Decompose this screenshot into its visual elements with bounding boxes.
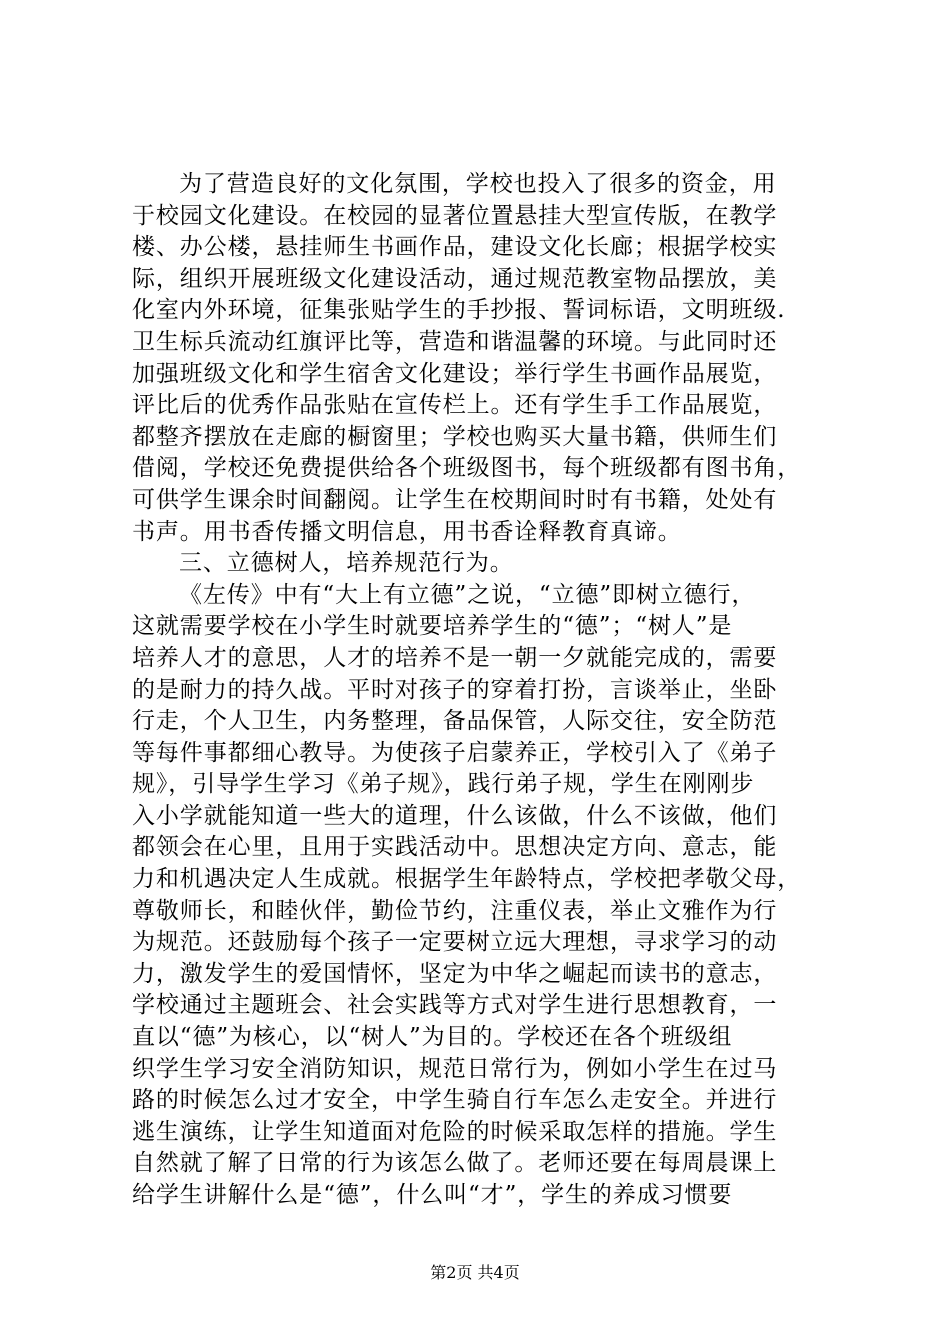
paragraph-line: 力，激发学生的爱国情怀，坚定为中华之崛起而读书的意志， bbox=[132, 960, 778, 987]
paragraph-line: 的是耐力的持久战。平时对孩子的穿着打扮，言谈举止，坐卧 bbox=[132, 676, 778, 703]
paragraph-line: 尊敬师长，和睦伙伴，勤俭节约，注重仪表，举止文雅作为行 bbox=[132, 897, 778, 924]
page-footer: 第2页 共4页 bbox=[430, 1263, 520, 1282]
paragraph-line: 评比后的优秀作品张贴在宣传栏上。还有学生手工作品展览， bbox=[132, 392, 778, 419]
paragraph-line: 为了营造良好的文化氛围，学校也投入了很多的资金，用 bbox=[179, 171, 777, 197]
paragraph-line: 化室内外环境，征集张贴学生的手抄报、誓词标语，文明班级. bbox=[132, 297, 786, 324]
paragraph-line: 规》，引导学生学习《弟子规》，践行弟子规，学生在刚刚步 bbox=[132, 771, 755, 798]
paragraph-line: 借阅，学校还免费提供给各个班级图书，每个班级都有图书角， bbox=[132, 455, 802, 482]
paragraph-line: 卫生标兵流动红旗评比等，营造和谐温馨的环境。与此同时还 bbox=[132, 328, 778, 355]
paragraph-line: 这就需要学校在小学生时就要培养学生的“德”；“树人”是 bbox=[132, 613, 733, 640]
paragraph-line: 学校通过主题班会、社会实践等方式对学生进行思想教育，一 bbox=[132, 992, 778, 1019]
paragraph-line: 加强班级文化和学生宿舍文化建设；举行学生书画作品展览， bbox=[132, 360, 778, 387]
body-text bbox=[132, 169, 832, 1212]
paragraph-line: 等每件事都细心教导。为使孩子启蒙养正，学校引入了《弟子 bbox=[132, 739, 778, 766]
paragraph-line: 《左传》中有“大上有立德”之说，“立德”即树立德行， bbox=[179, 581, 756, 608]
paragraph-line: 入小学就能知道一些大的道理，什么该做，什么不该做，他们 bbox=[132, 802, 778, 829]
paragraph-line: 于校园文化建设。在校园的显著位置悬挂大型宣传版，在教学 bbox=[132, 202, 778, 229]
paragraph-line: 力和机遇决定人生成就。根据学生年龄特点，学校把孝敬父母， bbox=[132, 866, 802, 893]
paragraph-line: 为规范。还鼓励每个孩子一定要树立远大理想，寻求学习的动 bbox=[132, 929, 778, 956]
paragraph-line: 路的时候怎么过才安全，中学生骑自行车怎么走安全。并进行 bbox=[132, 1087, 778, 1114]
paragraph-line: 可供学生课余时间翻阅。让学生在校期间时时有书籍，处处有 bbox=[132, 486, 778, 513]
paragraph-line: 给学生讲解什么是“德”，什么叫“才”，学生的养成习惯要 bbox=[132, 1182, 733, 1208]
paragraph-line: 直以“德”为核心，以“树人”为目的。学校还在各个班级组 bbox=[132, 1024, 733, 1051]
paragraph-line: 书声。用书香传播文明信息，用书香诠释教育真谛。 bbox=[132, 518, 682, 545]
paragraph-line: 楼、办公楼，悬挂师生书画作品，建设文化长廊；根据学校实 bbox=[132, 234, 778, 261]
paragraph-line: 自然就了解了日常的行为该怎么做了。老师还要在每周晨课上 bbox=[132, 1150, 778, 1177]
paragraph-line: 都领会在心里，且用于实践活动中。思想决定方向、意志，能 bbox=[132, 834, 778, 861]
paragraph-line: 都整齐摆放在走廊的橱窗里；学校也购买大量书籍，供师生们 bbox=[132, 423, 778, 450]
paragraph-line: 培养人才的意思，人才的培养不是一朝一夕就能完成的，需要 bbox=[132, 644, 778, 671]
section-heading: 三、立德树人，培养规范行为。 bbox=[179, 550, 514, 577]
paragraph-line: 逃生演练，让学生知道面对危险的时候采取怎样的措施。学生 bbox=[132, 1118, 778, 1145]
paragraph-line: 行走，个人卫生，内务整理，备品保管，人际交往，安全防范 bbox=[132, 708, 778, 735]
paragraph-line: 际，组织开展班级文化建设活动，通过规范教室物品摆放，美 bbox=[132, 265, 778, 292]
paragraph-line: 织学生学习安全消防知识，规范日常行为，例如小学生在过马 bbox=[132, 1055, 778, 1082]
